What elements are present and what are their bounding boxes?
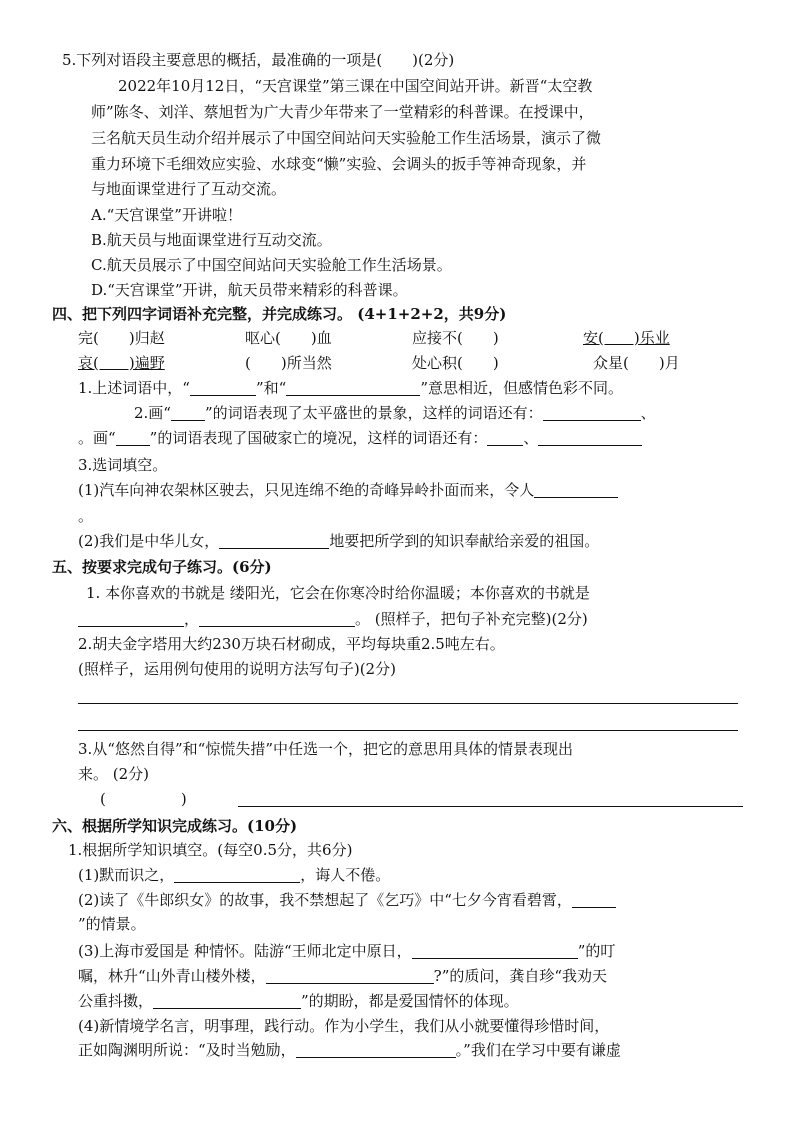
q5-passage-line: 与地面课堂进行了互动交流。 [91, 180, 287, 198]
idiom-item[interactable]: 众星( )月 [593, 354, 680, 372]
answer-blank[interactable] [538, 429, 642, 446]
s4-q2-line2: 。画“ ”的词语表现了国破家亡的境况，这样的词语还有： 、 [78, 428, 642, 448]
s6-item2: (2)读了《牛郎织女》的故事，我不禁想起了《乞巧》中“七夕今宵看碧霄， [78, 890, 616, 910]
answer-blank[interactable] [199, 610, 355, 627]
s5-q3: 3.从“悠然自得”和“惊慌失措”中任选一个，把它的意思用具体的情景表现出 [78, 740, 573, 758]
idiom-item[interactable]: 哀( )遍野 [78, 354, 165, 372]
s5-q2-instruction: (照样子，运用例句使用的说明方法写句子)(2分) [78, 660, 396, 678]
s4-q1: 1.上述词语中，“ ”和“ ”意思相近，但感情色彩不同。 [78, 379, 623, 397]
answer-blank[interactable] [78, 610, 184, 627]
q5-option-c[interactable]: C.航天员展示了中国空间站问天实验舱工作生活场景。 [91, 256, 452, 274]
s6-item3-line3: 公重抖擞， ”的期盼，都是爱国情怀的体现。 [78, 992, 519, 1010]
answer-blank[interactable] [286, 379, 420, 396]
idiom-item[interactable]: 处心积( ) [412, 354, 499, 372]
s5-q3-cont: 来。 (2分) [78, 765, 150, 783]
s6-item1: (1)默而识之， ，诲人不倦。 [78, 866, 391, 884]
section-4-heading: 四、把下列四字词语补充完整，并完成练习。 (4+1+2+2，共9分) [52, 305, 507, 323]
answer-blank[interactable] [296, 1041, 456, 1058]
q5-passage-line: 2022年10月12日，“天宫课堂”第三课在中国空间站开讲。新晋“太空教 [118, 77, 593, 95]
q5-passage-line: 三名航天员生动介绍并展示了中国空间站问天实验舱工作生活场景，演示了微 [91, 129, 602, 147]
writing-line[interactable] [78, 730, 738, 731]
answer-blank[interactable] [219, 532, 329, 549]
answer-blank[interactable] [190, 379, 256, 396]
s5-q1: 1. 本你喜欢的书就是 缕阳光，它会在你寒冷时给你温暖；本你喜欢的书就是 [86, 584, 590, 602]
s4-q2-line1: 2.画“ ”的词语表现了太平盛世的景象，这样的词语还有： 、 [134, 404, 656, 422]
section-5-heading: 五、按要求完成句子练习。(6分) [52, 558, 272, 576]
s6-q1: 1.根据所学知识填空。(每空0.5分，共6分) [68, 841, 353, 859]
q5-passage-line: 师”陈冬、刘洋、蔡旭哲为广大青少年带来了一堂精彩的科普课。在授课中， [91, 103, 594, 121]
s4-q3-title: 3.选词填空。 [78, 456, 168, 474]
writing-line[interactable] [238, 806, 743, 807]
idiom-item[interactable]: 完( )归赵 [78, 329, 165, 347]
s5-q1-fill: ， 。 (照样子，把句子补充完整)(2分) [78, 609, 588, 629]
answer-blank[interactable] [412, 942, 578, 959]
answer-blank[interactable] [534, 481, 618, 498]
answer-blank[interactable] [171, 404, 205, 421]
q5-option-b[interactable]: B.航天员与地面课堂进行互动交流。 [91, 231, 332, 249]
answer-blank[interactable] [153, 992, 301, 1009]
q5-passage-line: 重力环境下毛细效应实验、水球变“懒”实验、会调头的扳手等神奇现象，并 [91, 155, 587, 173]
answer-blank[interactable] [487, 429, 523, 446]
s5-q3-choice[interactable]: ( ) [100, 790, 187, 808]
q5-option-a[interactable]: A.“天宫课堂”开讲啦！ [91, 206, 242, 224]
idiom-item[interactable]: 呕心( )血 [245, 329, 332, 347]
answer-blank[interactable] [572, 891, 616, 908]
q5-stem: 5.下列对语段主要意思的概括，最准确的一项是( )(2分) [62, 51, 455, 69]
answer-blank[interactable] [266, 967, 434, 984]
s4-q3-sentence2: (2)我们是中华儿女， 地要把所学到的知识奉献给亲爱的祖国。 [78, 532, 600, 550]
section-6-heading: 六、根据所学知识完成练习。(10分) [52, 817, 298, 835]
s6-item4: (4)新情境学名言，明事理，践行动。作为小学生，我们从小就要懂得珍惜时间， [78, 1017, 610, 1035]
answer-blank[interactable] [543, 404, 641, 421]
idiom-item[interactable]: ( )所当然 [245, 354, 332, 372]
writing-line[interactable] [78, 703, 738, 704]
answer-blank[interactable] [174, 866, 300, 883]
s6-item3-line2: 嘱，林升“山外青山楼外楼， ?”的质问，龚自珍“我劝天 [78, 967, 608, 985]
s4-q3-sentence1: (1)汽车向神农架林区驶去，只见连绵不绝的奇峰异岭扑面而来，令人 [78, 480, 618, 500]
s6-item3: (3)上海市爱国是 种情怀。陆游“王师北定中原日， ”的叮 [78, 942, 616, 960]
answer-blank[interactable] [116, 429, 150, 446]
s6-item4-line2: 正如陶渊明所说：“及时当勉励， 。”我们在学习中要有谦虚 [78, 1041, 621, 1059]
idiom-item[interactable]: 应接不( ) [412, 329, 499, 347]
s6-item2-end: ”的情景。 [78, 915, 146, 933]
idiom-item[interactable]: 安( )乐业 [583, 329, 670, 347]
s5-q2: 2.胡夫金字塔用大约230万块石材砌成，平均每块重2.5吨左右。 [78, 635, 505, 653]
s4-q3-sentence1-end: 。 [78, 507, 94, 525]
q5-option-d[interactable]: D.“天宫课堂”开讲，航天员带来精彩的科普课。 [91, 281, 408, 299]
